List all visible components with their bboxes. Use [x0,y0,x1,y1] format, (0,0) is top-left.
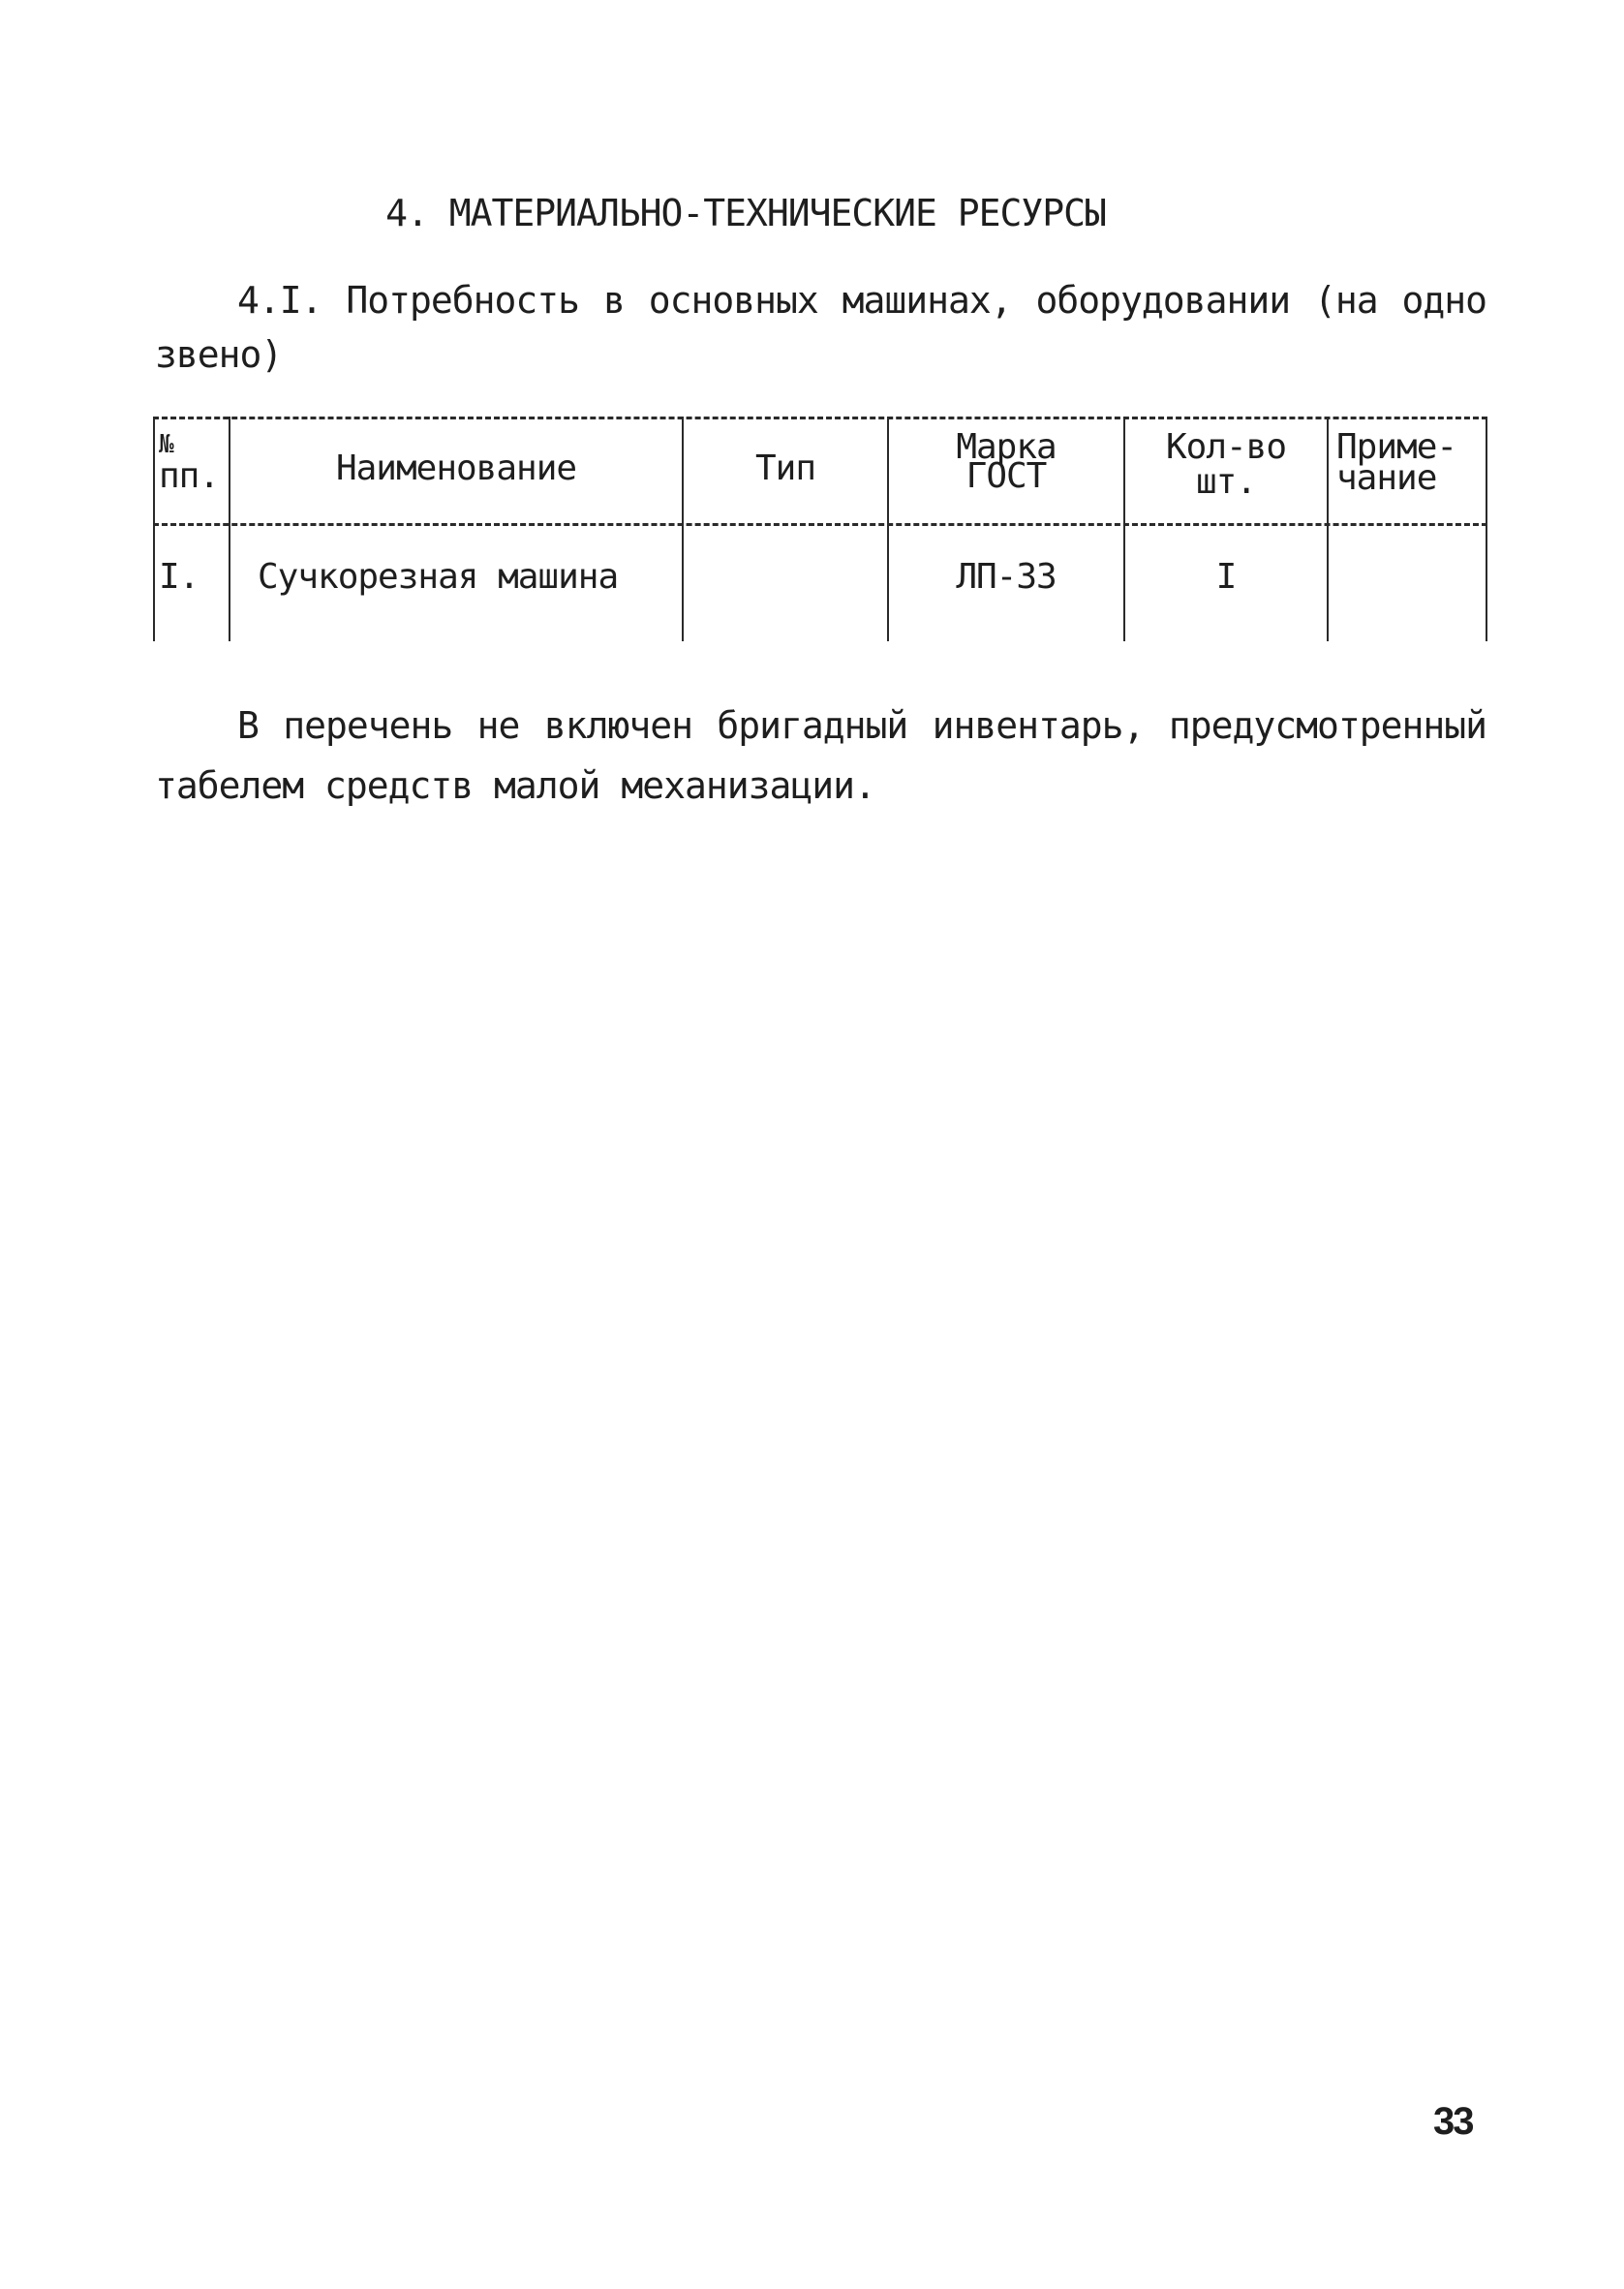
table-header-rule [153,523,1487,526]
row-name: Сучкорезная машина [258,557,619,597]
page-number: 33 [1433,2100,1473,2143]
subsection-title: 4.I. Потребность в основных машинах, оборудовании (на одно звено) [155,279,1486,376]
header-qty [1125,427,1327,502]
header-num [159,430,227,494]
header-note [1336,427,1482,498]
footnote-paragraph: В перечень не включен бригадный инвентарь, предусмотренный табелем средств малой механизации. [155,704,1486,807]
header-num-line-1: № [159,430,173,459]
header-brand-line-1: Марка [956,427,1057,467]
row-qty: I [1215,557,1237,597]
header-num-line-2: пп. [159,456,220,496]
col-divider-5 [1327,417,1329,641]
header-brand [889,427,1123,496]
table-top-rule [153,417,1487,419]
header-name: Наименование [335,449,577,488]
header-qty-line-2: шт. [1195,462,1257,502]
row-num: I. [159,557,199,597]
header-brand-line-2: ГОСТ [965,456,1047,496]
col-divider-2 [682,417,684,641]
header-note-line-2: чание [1336,458,1437,498]
header-qty-line-1: Кол-во [1165,427,1287,467]
table-right-border [1486,417,1487,641]
machines-table [153,417,1487,641]
header-note-line-1: Приме- [1336,427,1457,467]
col-divider-1 [229,417,230,641]
section-heading: 4. МАТЕРИАЛЬНО-ТЕХНИЧЕСКИЕ РЕСУРСЫ [385,192,1106,234]
header-type: Тип [754,449,816,488]
row-brand: ЛП-33 [956,557,1057,597]
table-left-border [153,417,155,641]
